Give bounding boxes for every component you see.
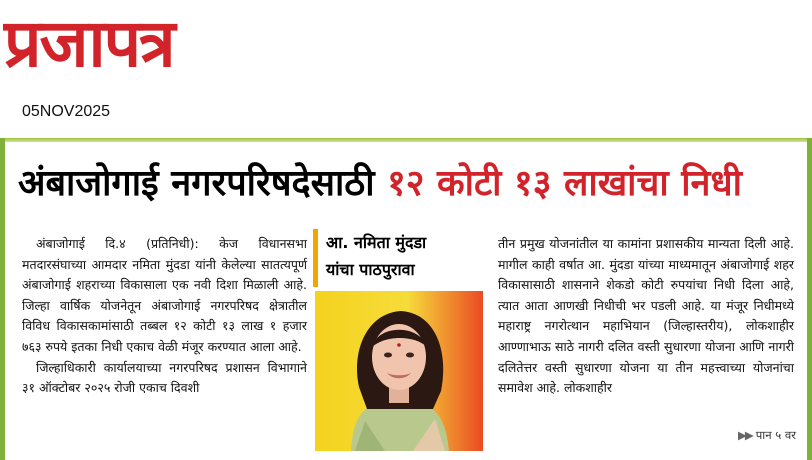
article-headline	[18, 156, 798, 212]
double-arrow-icon: ▶▶	[738, 428, 752, 442]
article-paragraph: जिल्हाधिकारी कार्यालयाच्या नगरपरिषद प्रशासन विभागाने ३१ ऑक्टोबर २०२५ रोजी एकाच दिवशी	[22, 359, 307, 396]
newspaper-logo: प्रजापत्र	[4, 5, 174, 82]
headline-part-1: अंबाजोगाई नगरपरिषदेसाठी	[18, 163, 375, 204]
article-paragraph: तीन प्रमुख योजनांतील या कामांना प्रशासकीय मान्यता दिली आहे. मागील काही वर्षात आ. मुंदडा यांच्या माध्यमातून अंबाजोगाई शहर विकासासाठी शासनाने शेकडो कोटी रुपयांचा निधी दिला आहे, त्यात आता आणखी निधीची भर पडली आहे. या मंजूर निधीमध्ये महाराष्ट्र नगरोत्थान महाभियान (जिल्हास्तरीय), लोकशाहीर आण्णाभाऊ साठे नागरी दलित वस्ती सुधारणा योजना आणि नागरी दलितेत्तर वस्ती सुधारणा योजना या तीन महत्त्वाच्या योजनांचा समावेश आहे. लोकशाहीर	[498, 236, 794, 396]
article-paragraph: अंबाजोगाई दि.४ (प्रतिनिधी): केज विधानसभा मतदारसंघाच्या आमदार नमिता मुंदडा यांनी केलेल्या सातत्यपूर्ण अंबाजोगाई शहराच्या विकासाला एक नवी दिशा मिळाली आहे. जिल्हा वार्षिक योजनेतून अंबाजोगाई नगरपरिषद क्षेत्रातील विविध विकासकामांसाठी तब्बल १२ कोटी १३ लाख १ हजार ७६३ रुपये इतका निधी एकाच वेळी मंजूर करण्यात आला आहे.	[22, 236, 307, 354]
article-column-left	[22, 234, 307, 399]
portrait-illustration	[315, 291, 483, 451]
continued-on-page	[738, 428, 796, 443]
issue-date: 05NOV2025	[22, 103, 111, 120]
right-border	[807, 138, 812, 460]
headline-part-2: १२ कोटी १३ लाखांचा निधी	[387, 163, 742, 204]
subheading-box	[313, 229, 498, 287]
article-column-right	[498, 234, 794, 399]
left-border	[0, 138, 5, 460]
subheading-line-1: आ. नमिता मुंदडा	[326, 233, 427, 252]
masthead	[0, 0, 812, 140]
portrait-photo	[315, 291, 483, 451]
subheading-line-2: यांचा पाठपुरावा	[326, 260, 415, 279]
top-divider	[0, 138, 812, 142]
continued-label: पान ५ वर	[755, 428, 796, 442]
